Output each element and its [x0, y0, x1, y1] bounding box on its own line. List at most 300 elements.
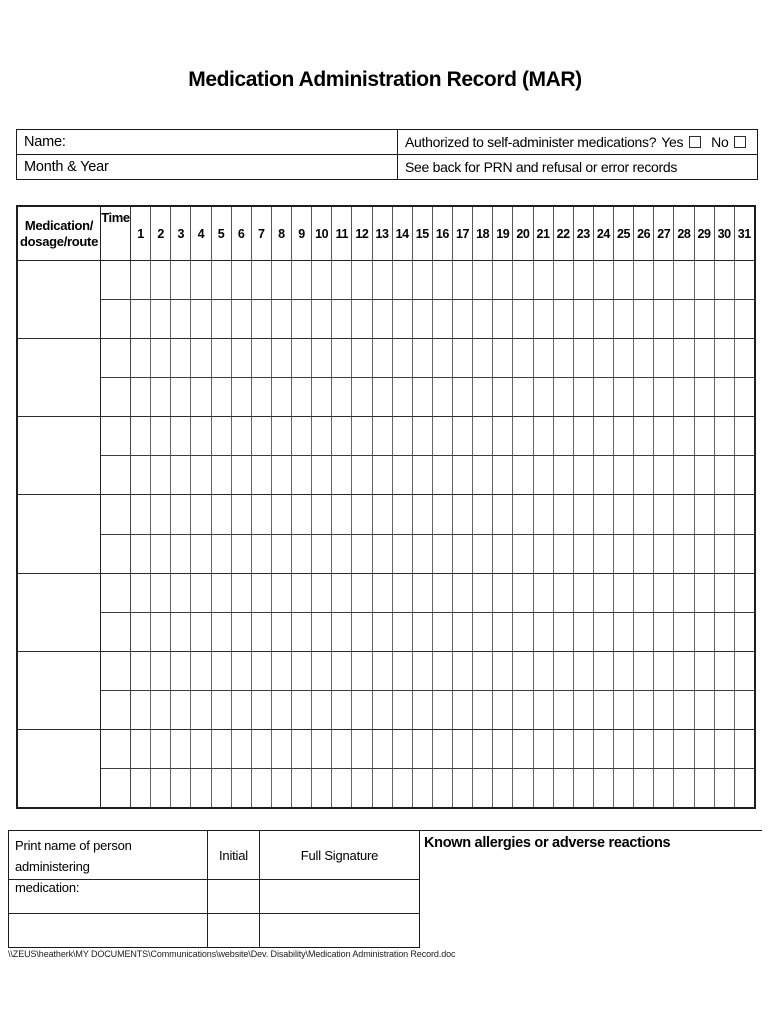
day-cell-10[interactable]: [312, 730, 332, 768]
day-cell-28[interactable]: [674, 456, 694, 494]
day-cell-26[interactable]: [634, 378, 654, 416]
day-cell-29[interactable]: [695, 730, 715, 768]
day-cell-11[interactable]: [332, 417, 352, 455]
day-cell-6[interactable]: [232, 495, 252, 533]
day-cell-6[interactable]: [232, 691, 252, 729]
day-cell-28[interactable]: [674, 495, 694, 533]
day-cell-10[interactable]: [312, 574, 332, 612]
day-cell-5[interactable]: [212, 769, 232, 807]
medication-cell[interactable]: [18, 652, 101, 729]
day-cell-14[interactable]: [393, 652, 413, 690]
day-cell-4[interactable]: [191, 261, 211, 299]
day-cell-4[interactable]: [191, 417, 211, 455]
day-cell-10[interactable]: [312, 300, 332, 338]
day-cell-4[interactable]: [191, 535, 211, 573]
day-cell-29[interactable]: [695, 574, 715, 612]
day-cell-1[interactable]: [131, 652, 151, 690]
day-cell-18[interactable]: [473, 378, 493, 416]
day-cell-29[interactable]: [695, 495, 715, 533]
day-cell-30[interactable]: [715, 574, 735, 612]
day-cell-9[interactable]: [292, 456, 312, 494]
day-cell-3[interactable]: [171, 417, 191, 455]
day-cell-22[interactable]: [554, 378, 574, 416]
day-cell-25[interactable]: [614, 574, 634, 612]
day-cell-22[interactable]: [554, 691, 574, 729]
day-cell-16[interactable]: [433, 378, 453, 416]
day-cell-7[interactable]: [252, 691, 272, 729]
day-cell-19[interactable]: [493, 300, 513, 338]
day-cell-24[interactable]: [594, 339, 614, 377]
day-cell-5[interactable]: [212, 378, 232, 416]
day-cell-8[interactable]: [272, 574, 292, 612]
day-cell-4[interactable]: [191, 339, 211, 377]
day-cell-6[interactable]: [232, 769, 252, 807]
day-cell-1[interactable]: [131, 378, 151, 416]
day-cell-24[interactable]: [594, 378, 614, 416]
day-cell-9[interactable]: [292, 691, 312, 729]
day-cell-20[interactable]: [513, 652, 533, 690]
day-cell-28[interactable]: [674, 574, 694, 612]
day-cell-1[interactable]: [131, 691, 151, 729]
day-cell-15[interactable]: [413, 574, 433, 612]
day-cell-3[interactable]: [171, 300, 191, 338]
day-cell-2[interactable]: [151, 769, 171, 807]
day-cell-17[interactable]: [453, 613, 473, 651]
day-cell-16[interactable]: [433, 456, 453, 494]
day-cell-11[interactable]: [332, 261, 352, 299]
day-cell-24[interactable]: [594, 300, 614, 338]
day-cell-12[interactable]: [352, 574, 372, 612]
day-cell-2[interactable]: [151, 378, 171, 416]
day-cell-27[interactable]: [654, 769, 674, 807]
day-cell-18[interactable]: [473, 574, 493, 612]
day-cell-14[interactable]: [393, 730, 413, 768]
day-cell-8[interactable]: [272, 613, 292, 651]
day-cell-5[interactable]: [212, 730, 232, 768]
day-cell-30[interactable]: [715, 730, 735, 768]
day-cell-20[interactable]: [513, 535, 533, 573]
day-cell-25[interactable]: [614, 456, 634, 494]
day-cell-3[interactable]: [171, 574, 191, 612]
day-cell-16[interactable]: [433, 495, 453, 533]
day-cell-21[interactable]: [534, 339, 554, 377]
day-cell-14[interactable]: [393, 769, 413, 807]
day-cell-23[interactable]: [574, 535, 594, 573]
day-cell-7[interactable]: [252, 495, 272, 533]
day-cell-23[interactable]: [574, 339, 594, 377]
day-cell-31[interactable]: [735, 495, 754, 533]
day-cell-25[interactable]: [614, 417, 634, 455]
day-cell-28[interactable]: [674, 417, 694, 455]
day-cell-8[interactable]: [272, 730, 292, 768]
day-cell-23[interactable]: [574, 495, 594, 533]
day-cell-12[interactable]: [352, 378, 372, 416]
day-cell-8[interactable]: [272, 261, 292, 299]
time-cell[interactable]: [101, 417, 131, 455]
day-cell-30[interactable]: [715, 339, 735, 377]
day-cell-30[interactable]: [715, 456, 735, 494]
day-cell-18[interactable]: [473, 613, 493, 651]
day-cell-25[interactable]: [614, 339, 634, 377]
day-cell-2[interactable]: [151, 613, 171, 651]
day-cell-1[interactable]: [131, 339, 151, 377]
day-cell-30[interactable]: [715, 535, 735, 573]
day-cell-9[interactable]: [292, 730, 312, 768]
day-cell-4[interactable]: [191, 613, 211, 651]
day-cell-29[interactable]: [695, 456, 715, 494]
day-cell-4[interactable]: [191, 730, 211, 768]
day-cell-6[interactable]: [232, 613, 252, 651]
day-cell-12[interactable]: [352, 613, 372, 651]
day-cell-15[interactable]: [413, 378, 433, 416]
day-cell-14[interactable]: [393, 339, 413, 377]
day-cell-9[interactable]: [292, 417, 312, 455]
day-cell-20[interactable]: [513, 574, 533, 612]
day-cell-15[interactable]: [413, 691, 433, 729]
day-cell-30[interactable]: [715, 769, 735, 807]
day-cell-19[interactable]: [493, 769, 513, 807]
day-cell-23[interactable]: [574, 417, 594, 455]
day-cell-6[interactable]: [232, 378, 252, 416]
day-cell-19[interactable]: [493, 261, 513, 299]
day-cell-23[interactable]: [574, 300, 594, 338]
day-cell-17[interactable]: [453, 300, 473, 338]
day-cell-21[interactable]: [534, 456, 554, 494]
day-cell-9[interactable]: [292, 769, 312, 807]
day-cell-21[interactable]: [534, 535, 554, 573]
day-cell-18[interactable]: [473, 456, 493, 494]
day-cell-8[interactable]: [272, 535, 292, 573]
day-cell-16[interactable]: [433, 535, 453, 573]
day-cell-13[interactable]: [373, 535, 393, 573]
day-cell-8[interactable]: [272, 652, 292, 690]
day-cell-13[interactable]: [373, 613, 393, 651]
day-cell-28[interactable]: [674, 535, 694, 573]
day-cell-7[interactable]: [252, 261, 272, 299]
day-cell-22[interactable]: [554, 613, 574, 651]
day-cell-26[interactable]: [634, 652, 654, 690]
day-cell-3[interactable]: [171, 378, 191, 416]
time-cell[interactable]: [101, 769, 131, 807]
time-cell[interactable]: [101, 456, 131, 494]
day-cell-16[interactable]: [433, 574, 453, 612]
signature-name-cell[interactable]: [9, 880, 208, 913]
day-cell-30[interactable]: [715, 417, 735, 455]
day-cell-7[interactable]: [252, 613, 272, 651]
day-cell-28[interactable]: [674, 339, 694, 377]
day-cell-12[interactable]: [352, 495, 372, 533]
day-cell-11[interactable]: [332, 535, 352, 573]
day-cell-18[interactable]: [473, 339, 493, 377]
day-cell-21[interactable]: [534, 261, 554, 299]
day-cell-29[interactable]: [695, 378, 715, 416]
day-cell-11[interactable]: [332, 574, 352, 612]
day-cell-27[interactable]: [654, 574, 674, 612]
day-cell-24[interactable]: [594, 417, 614, 455]
day-cell-8[interactable]: [272, 769, 292, 807]
day-cell-31[interactable]: [735, 652, 754, 690]
day-cell-1[interactable]: [131, 574, 151, 612]
day-cell-2[interactable]: [151, 535, 171, 573]
day-cell-23[interactable]: [574, 769, 594, 807]
day-cell-30[interactable]: [715, 652, 735, 690]
day-cell-20[interactable]: [513, 339, 533, 377]
day-cell-11[interactable]: [332, 300, 352, 338]
time-cell[interactable]: [101, 691, 131, 729]
day-cell-11[interactable]: [332, 652, 352, 690]
day-cell-29[interactable]: [695, 652, 715, 690]
day-cell-6[interactable]: [232, 417, 252, 455]
day-cell-12[interactable]: [352, 456, 372, 494]
day-cell-31[interactable]: [735, 339, 754, 377]
day-cell-12[interactable]: [352, 339, 372, 377]
day-cell-3[interactable]: [171, 339, 191, 377]
time-cell[interactable]: [101, 495, 131, 533]
day-cell-5[interactable]: [212, 261, 232, 299]
day-cell-15[interactable]: [413, 613, 433, 651]
day-cell-6[interactable]: [232, 261, 252, 299]
day-cell-25[interactable]: [614, 652, 634, 690]
day-cell-20[interactable]: [513, 613, 533, 651]
day-cell-15[interactable]: [413, 769, 433, 807]
day-cell-9[interactable]: [292, 495, 312, 533]
time-cell[interactable]: [101, 378, 131, 416]
day-cell-17[interactable]: [453, 261, 473, 299]
day-cell-20[interactable]: [513, 691, 533, 729]
day-cell-11[interactable]: [332, 769, 352, 807]
day-cell-3[interactable]: [171, 535, 191, 573]
day-cell-17[interactable]: [453, 769, 473, 807]
day-cell-8[interactable]: [272, 456, 292, 494]
day-cell-4[interactable]: [191, 495, 211, 533]
day-cell-31[interactable]: [735, 613, 754, 651]
day-cell-25[interactable]: [614, 300, 634, 338]
day-cell-25[interactable]: [614, 691, 634, 729]
day-cell-8[interactable]: [272, 300, 292, 338]
medication-cell[interactable]: [18, 339, 101, 416]
day-cell-18[interactable]: [473, 417, 493, 455]
day-cell-26[interactable]: [634, 613, 654, 651]
day-cell-21[interactable]: [534, 378, 554, 416]
day-cell-11[interactable]: [332, 456, 352, 494]
day-cell-15[interactable]: [413, 417, 433, 455]
day-cell-3[interactable]: [171, 495, 191, 533]
day-cell-16[interactable]: [433, 261, 453, 299]
day-cell-10[interactable]: [312, 456, 332, 494]
day-cell-6[interactable]: [232, 652, 252, 690]
day-cell-16[interactable]: [433, 691, 453, 729]
day-cell-22[interactable]: [554, 300, 574, 338]
day-cell-16[interactable]: [433, 417, 453, 455]
day-cell-1[interactable]: [131, 300, 151, 338]
day-cell-26[interactable]: [634, 691, 654, 729]
day-cell-25[interactable]: [614, 495, 634, 533]
day-cell-27[interactable]: [654, 535, 674, 573]
day-cell-7[interactable]: [252, 456, 272, 494]
day-cell-14[interactable]: [393, 300, 413, 338]
day-cell-24[interactable]: [594, 613, 614, 651]
medication-cell[interactable]: [18, 417, 101, 494]
day-cell-15[interactable]: [413, 300, 433, 338]
day-cell-5[interactable]: [212, 613, 232, 651]
no-checkbox[interactable]: [734, 136, 746, 148]
day-cell-22[interactable]: [554, 730, 574, 768]
day-cell-18[interactable]: [473, 495, 493, 533]
day-cell-5[interactable]: [212, 300, 232, 338]
day-cell-1[interactable]: [131, 417, 151, 455]
day-cell-2[interactable]: [151, 495, 171, 533]
day-cell-27[interactable]: [654, 261, 674, 299]
day-cell-23[interactable]: [574, 691, 594, 729]
day-cell-19[interactable]: [493, 691, 513, 729]
day-cell-12[interactable]: [352, 417, 372, 455]
day-cell-18[interactable]: [473, 769, 493, 807]
day-cell-26[interactable]: [634, 495, 654, 533]
day-cell-15[interactable]: [413, 261, 433, 299]
day-cell-19[interactable]: [493, 652, 513, 690]
day-cell-8[interactable]: [272, 691, 292, 729]
day-cell-10[interactable]: [312, 535, 332, 573]
day-cell-26[interactable]: [634, 769, 654, 807]
day-cell-30[interactable]: [715, 613, 735, 651]
day-cell-29[interactable]: [695, 613, 715, 651]
day-cell-28[interactable]: [674, 261, 694, 299]
day-cell-21[interactable]: [534, 652, 554, 690]
day-cell-8[interactable]: [272, 339, 292, 377]
day-cell-29[interactable]: [695, 769, 715, 807]
day-cell-20[interactable]: [513, 261, 533, 299]
time-cell[interactable]: [101, 574, 131, 612]
day-cell-3[interactable]: [171, 730, 191, 768]
day-cell-5[interactable]: [212, 456, 232, 494]
day-cell-30[interactable]: [715, 261, 735, 299]
day-cell-2[interactable]: [151, 652, 171, 690]
month-year-cell[interactable]: [17, 155, 398, 179]
day-cell-28[interactable]: [674, 769, 694, 807]
day-cell-20[interactable]: [513, 495, 533, 533]
day-cell-26[interactable]: [634, 300, 654, 338]
day-cell-30[interactable]: [715, 300, 735, 338]
day-cell-22[interactable]: [554, 261, 574, 299]
day-cell-4[interactable]: [191, 769, 211, 807]
day-cell-1[interactable]: [131, 535, 151, 573]
day-cell-26[interactable]: [634, 456, 654, 494]
day-cell-21[interactable]: [534, 417, 554, 455]
day-cell-12[interactable]: [352, 652, 372, 690]
day-cell-10[interactable]: [312, 261, 332, 299]
day-cell-24[interactable]: [594, 769, 614, 807]
day-cell-4[interactable]: [191, 574, 211, 612]
day-cell-28[interactable]: [674, 300, 694, 338]
day-cell-29[interactable]: [695, 300, 715, 338]
day-cell-15[interactable]: [413, 339, 433, 377]
day-cell-4[interactable]: [191, 456, 211, 494]
day-cell-5[interactable]: [212, 535, 232, 573]
day-cell-22[interactable]: [554, 495, 574, 533]
day-cell-17[interactable]: [453, 535, 473, 573]
day-cell-1[interactable]: [131, 495, 151, 533]
day-cell-21[interactable]: [534, 613, 554, 651]
day-cell-4[interactable]: [191, 378, 211, 416]
day-cell-17[interactable]: [453, 456, 473, 494]
day-cell-28[interactable]: [674, 613, 694, 651]
day-cell-3[interactable]: [171, 613, 191, 651]
day-cell-19[interactable]: [493, 495, 513, 533]
signature-initial-cell[interactable]: [208, 880, 260, 913]
day-cell-31[interactable]: [735, 574, 754, 612]
day-cell-24[interactable]: [594, 535, 614, 573]
day-cell-4[interactable]: [191, 652, 211, 690]
day-cell-28[interactable]: [674, 730, 694, 768]
day-cell-13[interactable]: [373, 300, 393, 338]
day-cell-10[interactable]: [312, 495, 332, 533]
day-cell-31[interactable]: [735, 378, 754, 416]
name-cell[interactable]: [17, 130, 398, 154]
day-cell-23[interactable]: [574, 574, 594, 612]
day-cell-22[interactable]: [554, 769, 574, 807]
day-cell-6[interactable]: [232, 456, 252, 494]
day-cell-2[interactable]: [151, 261, 171, 299]
signature-initial-cell[interactable]: [208, 914, 260, 947]
day-cell-16[interactable]: [433, 769, 453, 807]
day-cell-22[interactable]: [554, 339, 574, 377]
day-cell-27[interactable]: [654, 652, 674, 690]
day-cell-13[interactable]: [373, 574, 393, 612]
signature-fullsig-cell[interactable]: [260, 880, 419, 913]
day-cell-6[interactable]: [232, 535, 252, 573]
day-cell-26[interactable]: [634, 535, 654, 573]
day-cell-27[interactable]: [654, 456, 674, 494]
day-cell-19[interactable]: [493, 730, 513, 768]
day-cell-28[interactable]: [674, 378, 694, 416]
day-cell-21[interactable]: [534, 691, 554, 729]
day-cell-22[interactable]: [554, 574, 574, 612]
day-cell-23[interactable]: [574, 378, 594, 416]
day-cell-24[interactable]: [594, 652, 614, 690]
day-cell-9[interactable]: [292, 339, 312, 377]
day-cell-12[interactable]: [352, 769, 372, 807]
day-cell-18[interactable]: [473, 300, 493, 338]
day-cell-24[interactable]: [594, 730, 614, 768]
day-cell-10[interactable]: [312, 339, 332, 377]
day-cell-23[interactable]: [574, 456, 594, 494]
day-cell-2[interactable]: [151, 730, 171, 768]
day-cell-7[interactable]: [252, 378, 272, 416]
day-cell-19[interactable]: [493, 417, 513, 455]
day-cell-7[interactable]: [252, 574, 272, 612]
day-cell-27[interactable]: [654, 300, 674, 338]
day-cell-14[interactable]: [393, 495, 413, 533]
day-cell-24[interactable]: [594, 456, 614, 494]
day-cell-13[interactable]: [373, 378, 393, 416]
day-cell-3[interactable]: [171, 652, 191, 690]
day-cell-16[interactable]: [433, 300, 453, 338]
day-cell-12[interactable]: [352, 300, 372, 338]
day-cell-2[interactable]: [151, 339, 171, 377]
time-cell[interactable]: [101, 300, 131, 338]
time-cell[interactable]: [101, 613, 131, 651]
day-cell-4[interactable]: [191, 691, 211, 729]
day-cell-9[interactable]: [292, 261, 312, 299]
yes-checkbox[interactable]: [689, 136, 701, 148]
day-cell-18[interactable]: [473, 535, 493, 573]
day-cell-15[interactable]: [413, 495, 433, 533]
day-cell-26[interactable]: [634, 574, 654, 612]
day-cell-17[interactable]: [453, 417, 473, 455]
day-cell-10[interactable]: [312, 417, 332, 455]
day-cell-8[interactable]: [272, 417, 292, 455]
day-cell-28[interactable]: [674, 691, 694, 729]
